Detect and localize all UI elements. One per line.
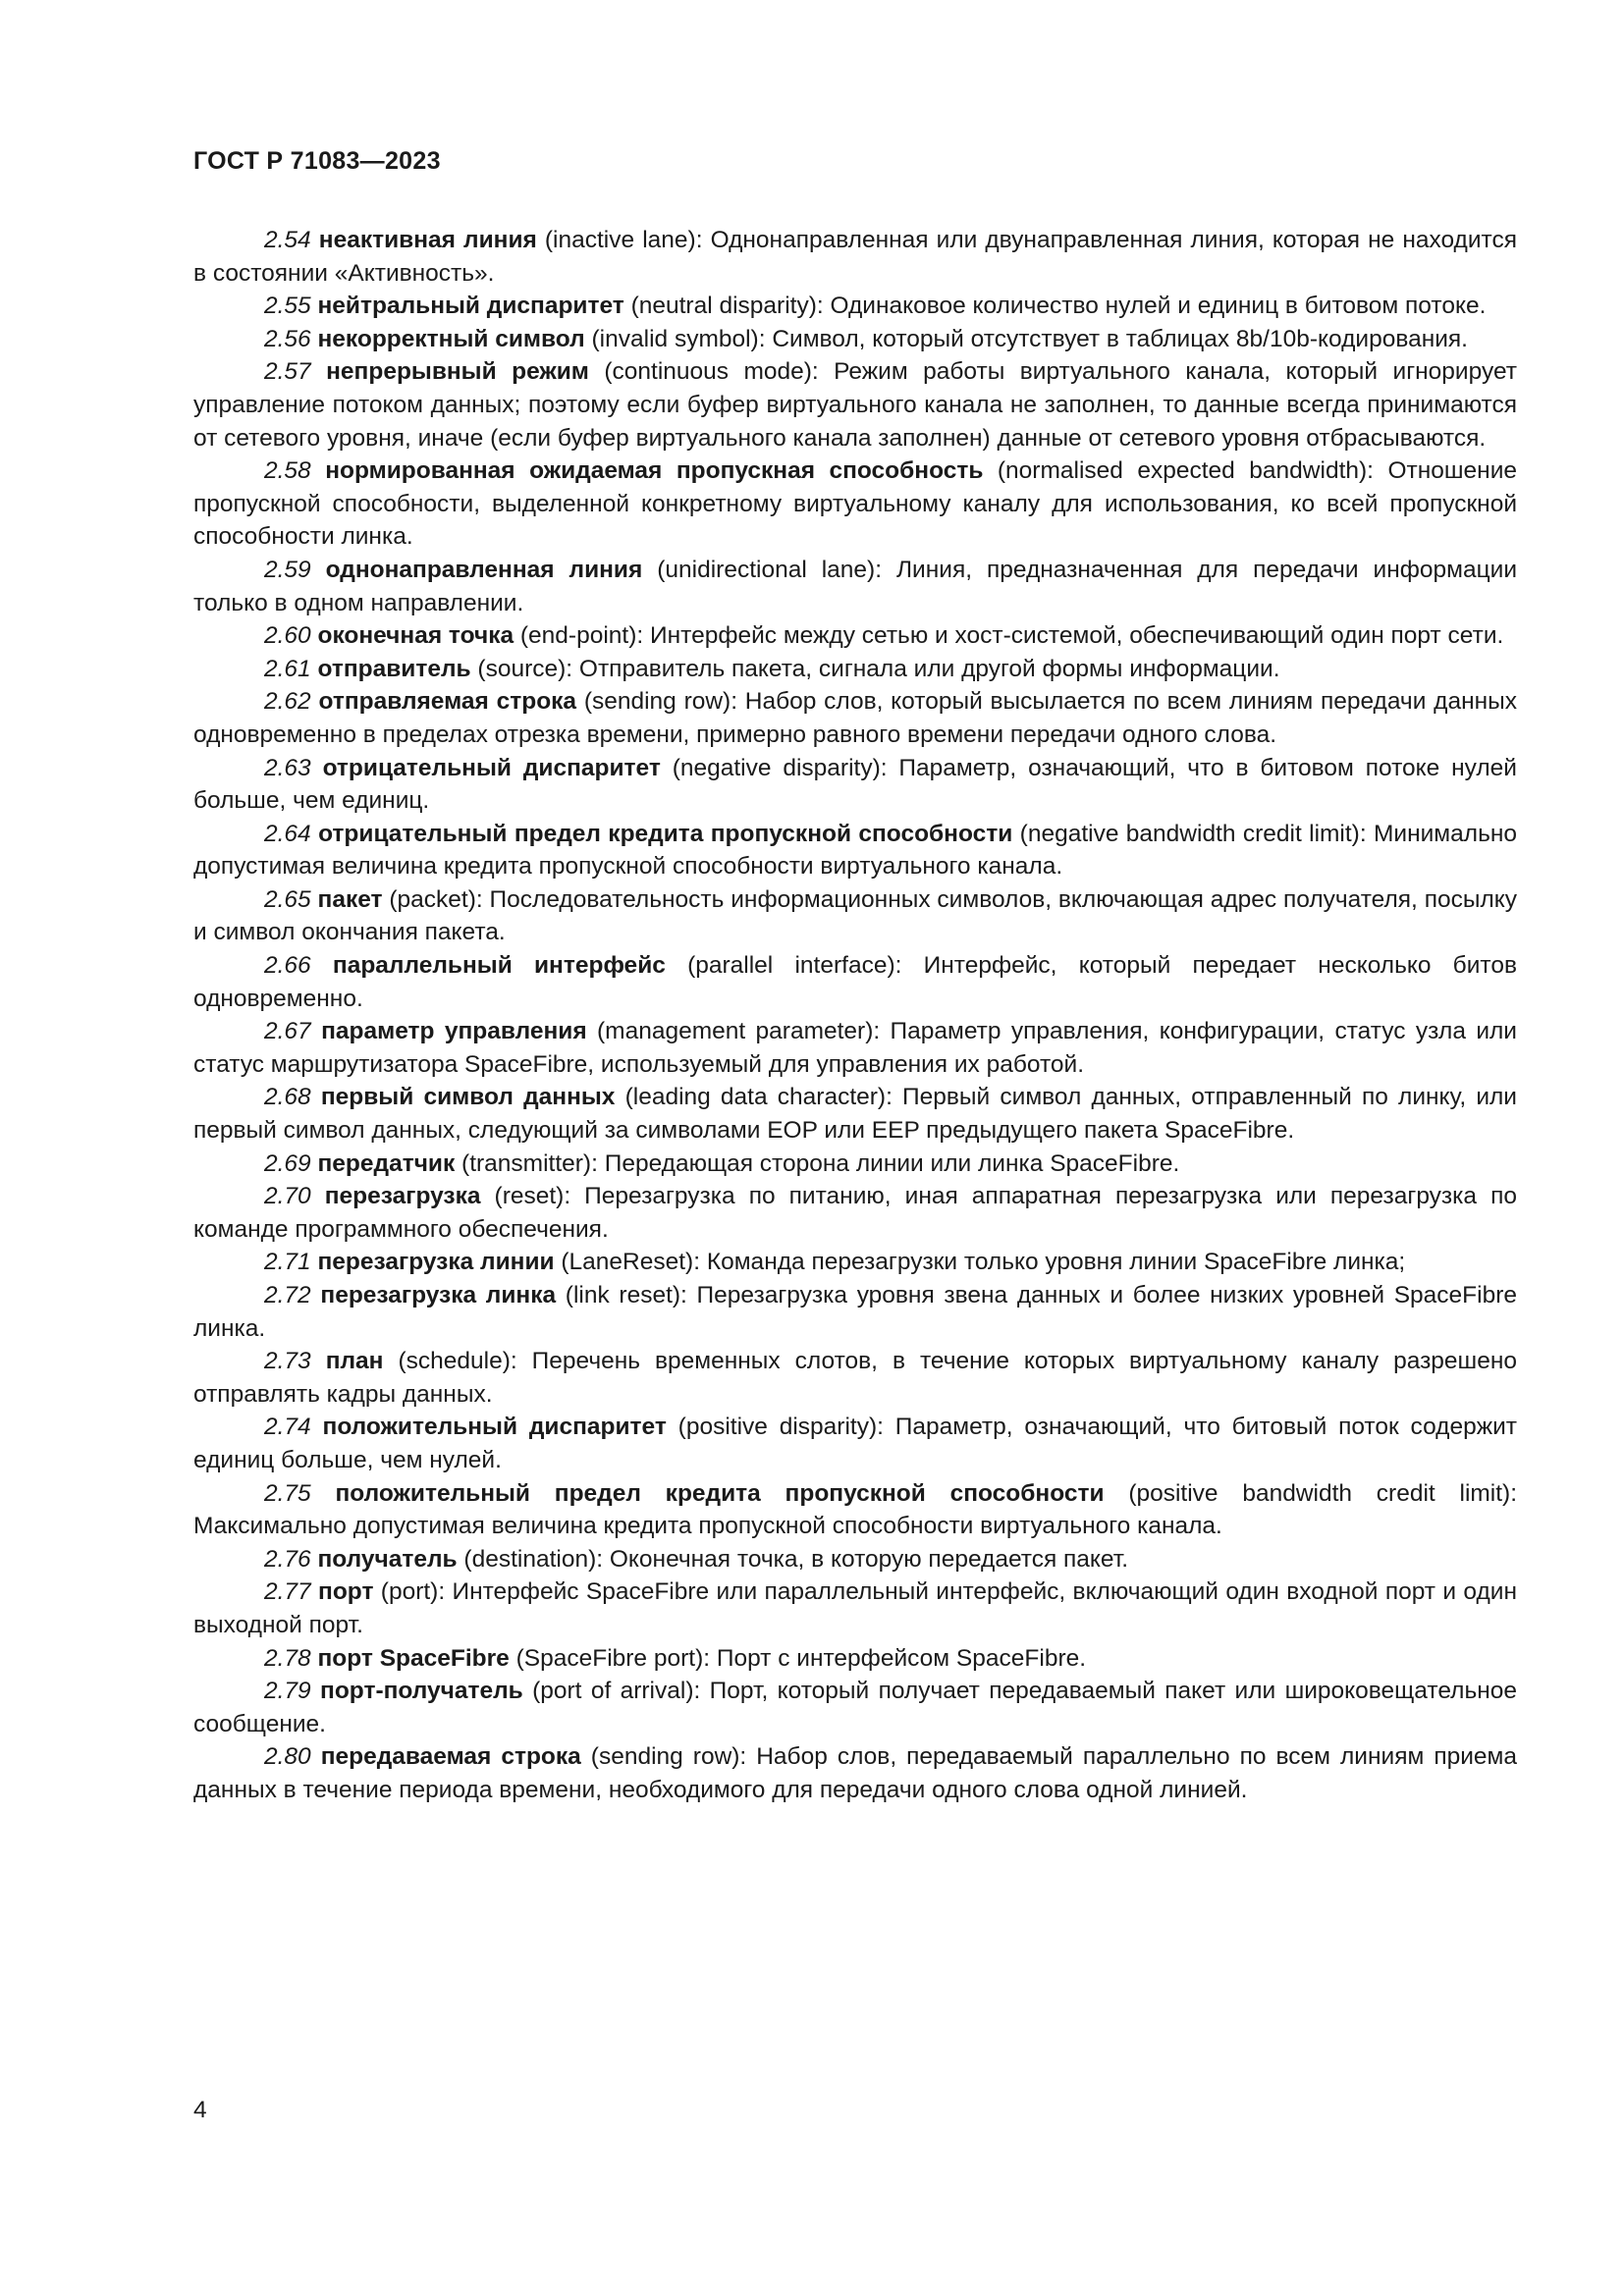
entry-term: отправитель (317, 655, 471, 682)
definition-entry (193, 1675, 1517, 1740)
definition-entry (193, 224, 1517, 290)
entry-term: положительный предел кредита пропускной способности (335, 1479, 1105, 1507)
entry-number: 2.74 (264, 1414, 311, 1441)
definition-entry (193, 454, 1517, 554)
definition-entry (193, 554, 1517, 619)
definition-entry (193, 290, 1517, 323)
entry-definition: (invalid symbol): Символ, который отсутствует в таблицах 8b/10b-кодирования. (584, 325, 1468, 352)
definition-entry (193, 653, 1517, 686)
entry-definition: (packet): Последовательность информационных символов, включающая адрес получателя, посылку и символ окончания пакета. (193, 885, 1518, 946)
entry-definition: (port of arrival): Порт, который получает передаваемый пакет или широковещательное сообщение. (193, 1678, 1517, 1737)
entry-term: первый символ данных (320, 1084, 616, 1111)
entry-definition: (transmitter): Передающая сторона линии или линка SpaceFibre. (455, 1149, 1180, 1177)
entry-number: 2.66 (264, 952, 311, 980)
entry-term: некорректный символ (317, 325, 585, 352)
entry-number: 2.63 (264, 754, 311, 781)
entry-term: перезагрузка линка (320, 1282, 557, 1308)
definition-entry (193, 323, 1517, 356)
entry-number: 2.75 (264, 1479, 311, 1507)
entry-term: непрерывный режим (326, 358, 589, 386)
entry-definition: (neutral disparity): Одинаковое количество нулей и единиц в битовом потоке. (623, 293, 1487, 320)
entry-definition: (link reset): Перезагрузка уровня звена данных и более низких уровней SpaceFibre линка. (193, 1282, 1517, 1342)
entry-definition: (positive bandwidth credit limit): Максимально допустимая величина кредита пропускной способности виртуального канала. (193, 1479, 1518, 1540)
entry-number: 2.65 (264, 885, 311, 913)
definition-entry (193, 685, 1517, 751)
entry-number: 2.67 (264, 1018, 311, 1045)
entry-term: перезагрузка линии (317, 1249, 555, 1276)
entry-term: перезагрузка (324, 1183, 481, 1210)
entry-definition: (SpaceFibre port): Порт с интерфейсом SpaceFibre. (509, 1644, 1087, 1672)
entry-term: нормированная ожидаемая пропускная способность (325, 457, 984, 485)
entry-number: 2.76 (264, 1545, 311, 1573)
entry-definition: (sending row): Набор слов, который высылается по всем линиям передачи данных одновременно в пределах отрезка времени, примерно равного времени передачи одного слова. (193, 688, 1517, 748)
entry-number: 2.77 (264, 1578, 311, 1606)
entry-term: порт-получатель (320, 1678, 523, 1705)
entry-number: 2.55 (264, 293, 311, 320)
definition-entry (193, 1180, 1517, 1246)
entry-number: 2.59 (264, 556, 311, 583)
entry-definition: (destination): Оконечная точка, в которую передается пакет. (457, 1545, 1129, 1573)
entry-number: 2.71 (264, 1249, 311, 1276)
definition-entry (193, 1575, 1517, 1641)
definition-entry (193, 818, 1517, 883)
entry-term: порт SpaceFibre (317, 1644, 510, 1672)
entry-definition: (parallel interface): Интерфейс, который передает несколько битов одновременно. (193, 952, 1517, 1012)
entry-definition: (port): Интерфейс SpaceFibre или параллельный интерфейс, включающий один входной порт и один выходной порт. (193, 1578, 1517, 1638)
entry-number: 2.58 (264, 457, 311, 485)
definitions-list (193, 224, 1517, 1807)
entry-number: 2.54 (264, 227, 311, 253)
entry-definition: (management parameter): Параметр управления, конфигурации, статус узла или статус маршрутизатора SpaceFibre, используемый для управления их работой. (193, 1018, 1517, 1078)
definition-entry (193, 1543, 1517, 1576)
definition-entry (193, 1081, 1517, 1147)
definition-entry (193, 752, 1517, 818)
entry-term: однонаправленная линия (325, 556, 643, 583)
definition-entry (193, 355, 1517, 454)
page-number: 4 (193, 2097, 207, 2123)
definition-entry (193, 619, 1517, 653)
definition-entry (193, 1015, 1517, 1081)
entry-term: порт (318, 1578, 374, 1606)
entry-definition: (sending row): Набор слов, передаваемый параллельно по всем линиям приема данных в течение периода времени, необходимого для передачи одного слова одной линией. (193, 1743, 1517, 1803)
entry-term: оконечная точка (317, 622, 514, 650)
entry-definition: (LaneReset): Команда перезагрузки только уровня линии SpaceFibre линка; (554, 1249, 1406, 1276)
entry-number: 2.69 (264, 1149, 311, 1177)
entry-number: 2.62 (264, 688, 311, 716)
entry-number: 2.56 (264, 325, 311, 352)
entry-number: 2.60 (264, 622, 311, 650)
definition-entry (193, 1740, 1517, 1806)
document-code-header: ГОСТ Р 71083—2023 (193, 147, 441, 175)
definition-entry (193, 1345, 1517, 1411)
entry-number: 2.78 (264, 1644, 311, 1672)
entry-term: нейтральный диспаритет (317, 293, 624, 320)
entry-definition: (positive disparity): Параметр, означающий, что битовый поток содержит единиц больше, чем нулей. (193, 1414, 1518, 1473)
entry-definition: (unidirectional lane): Линия, предназначенная для передачи информации только в одном направлении. (193, 556, 1517, 616)
definition-entry (193, 1246, 1517, 1279)
entry-number: 2.61 (264, 655, 311, 682)
entry-term: отрицательный предел кредита пропускной способности (318, 820, 1013, 847)
entry-definition: (source): Отправитель пакета, сигнала или другой формы информации. (470, 655, 1280, 682)
entry-number: 2.73 (264, 1348, 311, 1375)
entry-number: 2.64 (264, 820, 311, 847)
entry-term: отправляемая строка (318, 688, 577, 716)
entry-term: пакет (317, 885, 383, 913)
entry-definition: (negative bandwidth credit limit): Минимально допустимая величина кредита пропускной способности виртуального канала. (193, 820, 1517, 881)
entry-term: получатель (317, 1545, 458, 1573)
definition-entry (193, 949, 1517, 1015)
entry-term: положительный диспаритет (322, 1414, 667, 1441)
entry-term: неактивная линия (318, 227, 537, 253)
entry-definition: (inactive lane): Однонаправленная или двунаправленная линия, которая не находится в состоянии «Активность». (193, 227, 1518, 287)
entry-definition: (normalised expected bandwidth): Отношение пропускной способности, выделенной конкретному виртуальному каналу для использования, ко всей пропускной способности линка. (193, 457, 1518, 551)
entry-number: 2.72 (264, 1282, 311, 1308)
definition-entry (193, 1642, 1517, 1676)
entry-definition: (reset): Перезагрузка по питанию, иная аппаратная перезагрузка или перезагрузка по команде программного обеспечения. (193, 1183, 1517, 1243)
definition-entry (193, 1411, 1517, 1476)
entry-definition: (negative disparity): Параметр, означающий, что в битовом потоке нулей больше, чем единиц. (193, 754, 1517, 815)
definition-entry (193, 1279, 1517, 1345)
entry-definition: (schedule): Перечень временных слотов, в течение которых виртуальному каналу разрешено отправлять кадры данных. (193, 1348, 1517, 1408)
entry-term: передаваемая строка (320, 1743, 581, 1771)
entry-number: 2.70 (264, 1183, 311, 1210)
entry-term: параллельный интерфейс (332, 952, 666, 980)
entry-number: 2.80 (264, 1743, 311, 1771)
entry-definition: (end-point): Интерфейс между сетью и хост-системой, обеспечивающий один порт сети. (514, 622, 1504, 650)
definition-entry (193, 883, 1517, 949)
definition-entry (193, 1148, 1517, 1181)
entry-definition: (continuous mode): Режим работы виртуального канала, который игнорирует управление потоком данных; поэтому если буфер виртуального канала не заполнен, то данные всегда принимаются от сетевого уровня, иначе (если буфер виртуального канала заполнен) данные от сетевого уровня отбрасываются. (193, 358, 1517, 452)
entry-term: передатчик (317, 1149, 456, 1177)
definition-entry (193, 1477, 1517, 1543)
entry-term: отрицательный диспаритет (322, 754, 661, 781)
entry-number: 2.79 (264, 1678, 311, 1705)
entry-number: 2.57 (264, 358, 311, 386)
entry-term: параметр управления (321, 1018, 587, 1045)
entry-term: план (325, 1348, 384, 1375)
entry-number: 2.68 (264, 1084, 311, 1111)
entry-definition: (leading data character): Первый символ данных, отправленный по линку, или первый символ данных, следующий за символами EOP или EEP предыдущего пакета SpaceFibre. (193, 1084, 1517, 1145)
